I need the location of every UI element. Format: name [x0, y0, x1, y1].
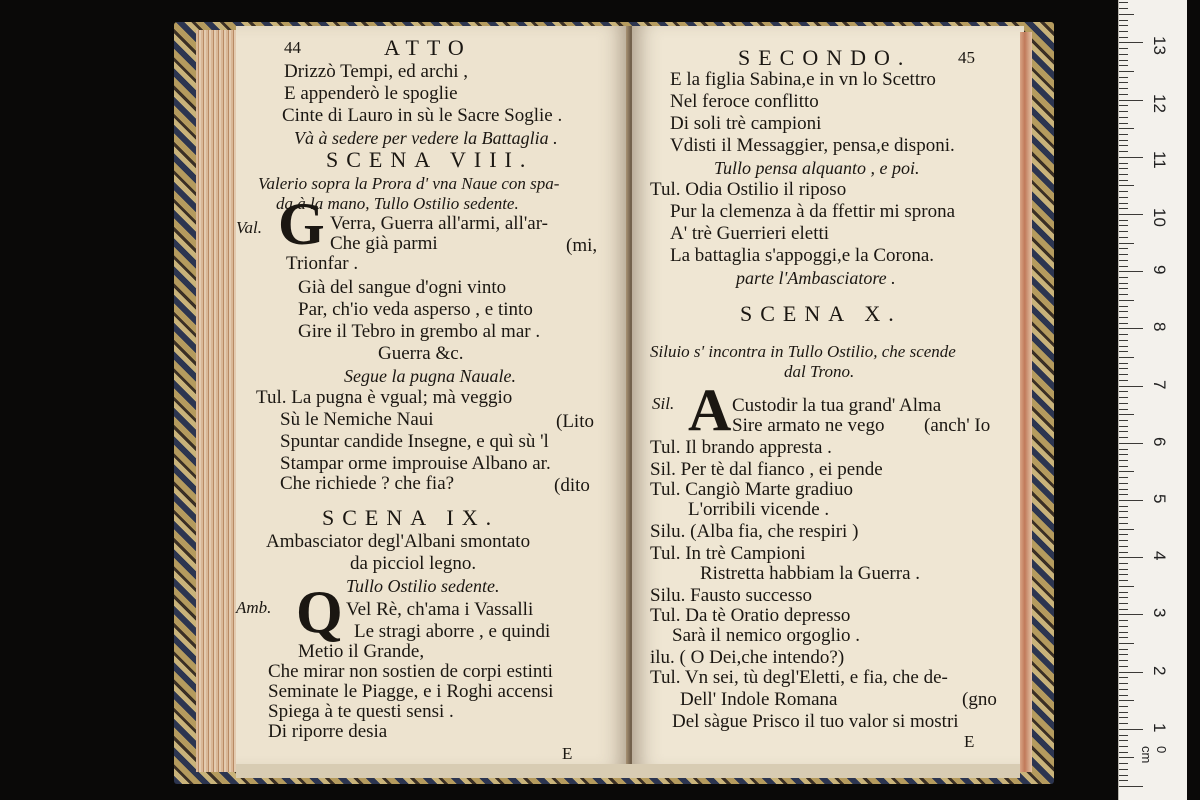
ruler-tick — [1119, 431, 1128, 432]
text-line: Spiega à te questi sensi . — [268, 701, 454, 722]
text-line: Stampar orme improuise Albano ar. — [280, 453, 551, 474]
ruler-tick — [1119, 563, 1128, 564]
ruler-tick — [1119, 643, 1134, 644]
text-line: Tul. Cangiò Marte gradiuo — [650, 479, 854, 500]
ruler-number: 1 — [1150, 722, 1169, 733]
ruler-tick — [1119, 94, 1128, 95]
ruler-tick — [1119, 271, 1143, 272]
ruler-tick — [1119, 48, 1128, 49]
ruler-tick — [1119, 649, 1128, 650]
ruler-tick — [1119, 786, 1143, 787]
ruler-tick — [1119, 306, 1128, 307]
ruler-tick — [1119, 443, 1143, 444]
ruler-number: 3 — [1150, 608, 1169, 618]
ruler-tick — [1119, 323, 1128, 324]
text-line: ilu. ( O Dei,che intendo?) — [650, 647, 845, 668]
ruler-tick — [1119, 288, 1128, 289]
ruler-tick — [1119, 626, 1128, 627]
stage-direction: Valerio sopra la Prora d' vna Naue con spa- — [258, 174, 560, 193]
ruler-number: 12 — [1150, 93, 1169, 113]
ruler-tick — [1119, 580, 1128, 581]
ruler-tick — [1119, 614, 1143, 615]
right-page — [632, 26, 1024, 768]
text-line: Cinte di Lauro in sù le Sacre Soglie . — [282, 105, 563, 126]
ruler-number: 6 — [1150, 436, 1169, 447]
ruler-tick — [1119, 174, 1128, 175]
ruler-tick — [1119, 140, 1128, 141]
stage-direction: Siluio s' incontra in Tullo Ostilio, che scende — [650, 342, 956, 361]
ruler-tick — [1119, 557, 1143, 558]
ruler-tick — [1119, 511, 1128, 512]
text-line: Gire il Tebro in grembo al mar . — [298, 321, 541, 342]
text-line: (gno — [962, 689, 997, 710]
ruler-tick — [1119, 449, 1128, 450]
ruler-tick — [1119, 746, 1128, 747]
ruler-tick — [1119, 168, 1128, 169]
ruler-tick — [1119, 706, 1128, 707]
ruler-tick — [1119, 197, 1128, 198]
text-line: Sil. Per tè dal fianco , ei pende — [650, 459, 883, 480]
text-line: La battaglia s'appoggi,e la Corona. — [670, 245, 935, 266]
text-line: Spuntar candide Insegne, e quì sù 'l — [280, 431, 549, 452]
ruler-tick — [1119, 494, 1128, 495]
ruler-tick — [1119, 117, 1128, 118]
ruler-tick — [1119, 368, 1128, 369]
text-line: Custodir la tua grand' Alma — [732, 395, 942, 416]
ruler-tick — [1119, 769, 1128, 770]
text-line: Seminate le Piagge, e i Roghi accensi — [268, 681, 554, 702]
ruler-tick — [1119, 409, 1128, 410]
ruler-tick — [1119, 483, 1128, 484]
ruler-tick — [1119, 529, 1134, 530]
ruler-tick — [1119, 340, 1128, 341]
ruler-tick — [1119, 569, 1128, 570]
speaker-label: Val. — [236, 218, 262, 237]
ruler-tick — [1119, 334, 1128, 335]
ruler-tick — [1119, 31, 1128, 32]
stage-direction: da à la mano, Tullo Ostilio sedente. — [276, 194, 519, 213]
ruler-tick — [1119, 105, 1128, 106]
text-line: Sù le Nemiche Naui — [280, 409, 434, 430]
text-line: Vdisti il Messaggier, pensa,e disponi. — [670, 135, 955, 156]
text-line: (Lito — [556, 411, 594, 432]
ruler-tick — [1119, 185, 1134, 186]
text-line: da picciol legno. — [350, 553, 477, 574]
text-line: L'orribili vicende . — [688, 499, 830, 520]
text-line: Sire armato ne vego — [732, 415, 885, 436]
ruler-tick — [1119, 157, 1143, 158]
ruler-number: 7 — [1150, 379, 1169, 390]
scene-heading: SCENA X. — [740, 301, 902, 326]
ruler-tick — [1119, 391, 1128, 392]
ruler-tick — [1119, 180, 1128, 181]
text-line: Verra, Guerra all'armi, all'ar- — [330, 213, 548, 234]
text-line: Sarà il nemico orgoglio . — [672, 625, 861, 646]
drop-cap: G — [278, 191, 325, 257]
ruler-tick — [1119, 660, 1128, 661]
ruler-tick — [1119, 20, 1128, 21]
ruler-tick — [1119, 128, 1134, 129]
ruler-tick — [1119, 145, 1128, 146]
text-line: Le stragi aborre , e quindi — [354, 621, 551, 642]
ruler-tick — [1119, 300, 1134, 301]
ruler-tick — [1119, 763, 1128, 764]
ruler-tick — [1119, 534, 1128, 535]
stage-direction: parte l'Ambasciatore . — [736, 268, 896, 288]
text-line: Pur la clemenza à da ffettir mi sprona — [670, 201, 956, 222]
measurement-ruler — [1118, 0, 1187, 800]
speaker-label: Sil. — [652, 394, 675, 413]
ruler-tick — [1119, 414, 1134, 415]
ruler-tick — [1119, 689, 1128, 690]
ruler-tick — [1119, 277, 1128, 278]
ruler-tick — [1119, 77, 1128, 78]
ruler-tick — [1119, 37, 1128, 38]
text-line: Che mirar non sostien de corpi estinti — [268, 661, 553, 682]
text-line: Silu. (Alba fia, che respiri ) — [650, 521, 859, 542]
ruler-number: 10 — [1150, 208, 1169, 227]
text-line: Tul. La pugna è vgual; mà veggio — [256, 387, 513, 408]
ruler-tick — [1119, 2, 1128, 3]
text-line: Del sàgue Prisco il tuo valor si mostri — [672, 711, 959, 732]
ruler-tick — [1119, 677, 1128, 678]
stage-direction: Và à sedere per vedere la Battaglia . — [294, 128, 558, 148]
ruler-number: 9 — [1150, 265, 1169, 275]
ruler-tick — [1119, 780, 1128, 781]
ruler-tick — [1119, 552, 1128, 553]
page-number-left: 44 — [284, 38, 301, 57]
text-line: Metio il Grande, — [298, 641, 425, 662]
ruler-tick — [1119, 14, 1134, 15]
ruler-tick — [1119, 208, 1128, 209]
text-line: Trionfar . — [286, 253, 359, 274]
ruler-tick — [1119, 403, 1128, 404]
ruler-tick — [1119, 397, 1128, 398]
ruler-tick — [1119, 374, 1128, 375]
ruler-tick — [1119, 500, 1143, 501]
stage-direction: Tullo pensa alquanto , e poi. — [714, 158, 920, 178]
ruler-tick — [1119, 454, 1128, 455]
ruler-tick — [1119, 311, 1128, 312]
ruler-tick — [1119, 254, 1128, 255]
ruler-tick — [1119, 60, 1128, 61]
ruler-tick — [1119, 220, 1128, 221]
scene-heading: SCENA VIII. — [326, 147, 534, 172]
ruler-tick — [1119, 775, 1128, 776]
ruler-tick — [1119, 191, 1128, 192]
text-line: Ambasciator degl'Albani smontato — [266, 531, 531, 552]
ruler-tick — [1119, 25, 1128, 26]
ruler-tick — [1119, 351, 1128, 352]
page-number-right: 45 — [958, 48, 975, 67]
ruler-tick — [1119, 420, 1128, 421]
text-line: Dell' Indole Romana — [680, 689, 838, 710]
ruler-tick — [1119, 603, 1128, 604]
ruler-tick — [1119, 506, 1128, 507]
ruler-tick — [1119, 632, 1128, 633]
ruler-tick — [1119, 700, 1134, 701]
stage-direction: Segue la pugna Nauale. — [344, 366, 516, 386]
text-line: Vel Rè, ch'ama i Vassalli — [346, 599, 534, 620]
ruler-tick — [1119, 317, 1128, 318]
text-line: Tul. Vn sei, tù degl'Eletti, e fia, che de- — [650, 667, 948, 688]
stage-direction: Tullo Ostilio sedente. — [346, 576, 500, 596]
ruler-tick — [1119, 586, 1134, 587]
ruler-tick — [1119, 437, 1128, 438]
ruler-tick — [1119, 517, 1128, 518]
ruler-tick — [1119, 123, 1128, 124]
speaker-label: Amb. — [236, 598, 272, 617]
ruler-tick — [1119, 654, 1128, 655]
ruler-tick — [1119, 523, 1128, 524]
ruler-tick — [1119, 82, 1128, 83]
text-line: (dito — [554, 475, 590, 496]
ruler-tick — [1119, 237, 1128, 238]
ruler-unit-label: 0 cm — [1139, 746, 1169, 764]
ruler-tick — [1119, 740, 1128, 741]
drop-cap: A — [688, 377, 732, 443]
ruler-tick — [1119, 592, 1128, 593]
ruler-tick — [1119, 100, 1143, 101]
text-line: Tul. Da tè Oratio depresso — [650, 605, 851, 626]
ruler-tick — [1119, 65, 1128, 66]
signature-mark: E — [964, 732, 975, 751]
text-line: Ristretta habbiam la Guerra . — [700, 563, 921, 584]
ruler-tick — [1119, 735, 1128, 736]
ruler-tick — [1119, 134, 1128, 135]
signature-mark: E — [562, 744, 573, 763]
ruler-tick — [1119, 328, 1143, 329]
ruler-tick — [1119, 386, 1143, 387]
ruler-tick — [1119, 214, 1143, 215]
text-line: Già del sangue d'ogni vinto — [298, 277, 507, 298]
ruler-tick — [1119, 672, 1143, 673]
ruler-tick — [1119, 346, 1128, 347]
ruler-tick — [1119, 695, 1128, 696]
text-line: Nel feroce conflitto — [670, 91, 819, 112]
drop-cap: Q — [296, 579, 343, 645]
ruler-tick — [1119, 666, 1128, 667]
ruler-tick — [1119, 71, 1134, 72]
ruler-tick — [1119, 637, 1128, 638]
ruler-tick — [1119, 609, 1128, 610]
text-line: Tul. In trè Campioni — [650, 543, 806, 564]
ruler-tick — [1119, 231, 1128, 232]
ruler-tick — [1119, 225, 1128, 226]
ruler-tick — [1119, 729, 1143, 730]
text-line: Tul. Il brando appresta . — [650, 437, 832, 458]
ruler-tick — [1119, 357, 1134, 358]
ruler-number: 5 — [1150, 494, 1169, 504]
ruler-tick — [1119, 723, 1128, 724]
ruler-tick — [1119, 8, 1128, 9]
ruler-tick — [1119, 471, 1134, 472]
text-line: Di soli trè campioni — [670, 113, 822, 134]
stage-direction: dal Trono. — [784, 362, 855, 381]
ruler-tick — [1119, 248, 1128, 249]
text-line: Che richiede ? che fia? — [280, 473, 455, 494]
ruler-tick — [1119, 111, 1128, 112]
ruler-tick — [1119, 88, 1128, 89]
ruler-tick — [1119, 574, 1128, 575]
ruler-tick — [1119, 489, 1128, 490]
page-edges-bottom — [236, 764, 1020, 778]
ruler-tick — [1119, 717, 1128, 718]
ruler-tick — [1119, 163, 1128, 164]
ruler-tick — [1119, 54, 1128, 55]
ruler-tick — [1119, 683, 1128, 684]
text-line: E la figlia Sabina,e in vn lo Scettro — [670, 69, 936, 90]
ruler-tick — [1119, 266, 1128, 267]
running-head-left: ATTO — [384, 35, 472, 60]
ruler-tick — [1119, 203, 1128, 204]
ruler-number: 11 — [1150, 150, 1169, 169]
ruler-tick — [1119, 294, 1128, 295]
ruler-tick — [1119, 752, 1128, 753]
ruler-tick — [1119, 546, 1128, 547]
ruler-tick — [1119, 712, 1128, 713]
ruler-tick — [1119, 460, 1128, 461]
ruler-tick — [1119, 243, 1134, 244]
left-page — [236, 26, 628, 768]
ruler-number: 8 — [1150, 322, 1169, 332]
text-line: (anch' Io — [924, 415, 991, 436]
text-line: A' trè Guerrieri eletti — [670, 223, 830, 244]
ruler-tick — [1119, 42, 1143, 43]
text-line: E appenderò le spoglie — [284, 83, 458, 104]
ruler-number: 13 — [1150, 36, 1169, 56]
ruler-number: 4 — [1150, 551, 1169, 561]
ruler-number: 2 — [1150, 665, 1169, 676]
running-head-right: SECONDO. — [738, 45, 912, 70]
ruler-tick — [1119, 466, 1128, 467]
text-line: Tul. Odia Ostilio il riposo — [650, 179, 847, 200]
ruler-tick — [1119, 757, 1134, 758]
text-line: Drizzò Tempi, ed archi , — [284, 61, 469, 82]
text-line: Par, ch'io veda asperso , e tinto — [298, 299, 533, 320]
page-edges-right — [1020, 32, 1032, 772]
ruler-tick — [1119, 540, 1128, 541]
text-line: Silu. Fausto successo — [650, 585, 813, 606]
text-line: Di riporre desia — [268, 721, 388, 742]
ruler-tick — [1119, 363, 1128, 364]
ruler-tick — [1119, 620, 1128, 621]
scene-heading: SCENA IX. — [322, 505, 500, 530]
ruler-tick — [1119, 477, 1128, 478]
ruler-tick — [1119, 283, 1128, 284]
text-line: Che già parmi — [330, 233, 438, 254]
text-line: Guerra &c. — [378, 343, 464, 364]
text-line: (mi, — [566, 235, 598, 256]
ruler-tick — [1119, 151, 1128, 152]
ruler-tick — [1119, 380, 1128, 381]
ruler-tick — [1119, 260, 1128, 261]
ruler-tick — [1119, 426, 1128, 427]
ruler-tick — [1119, 597, 1128, 598]
